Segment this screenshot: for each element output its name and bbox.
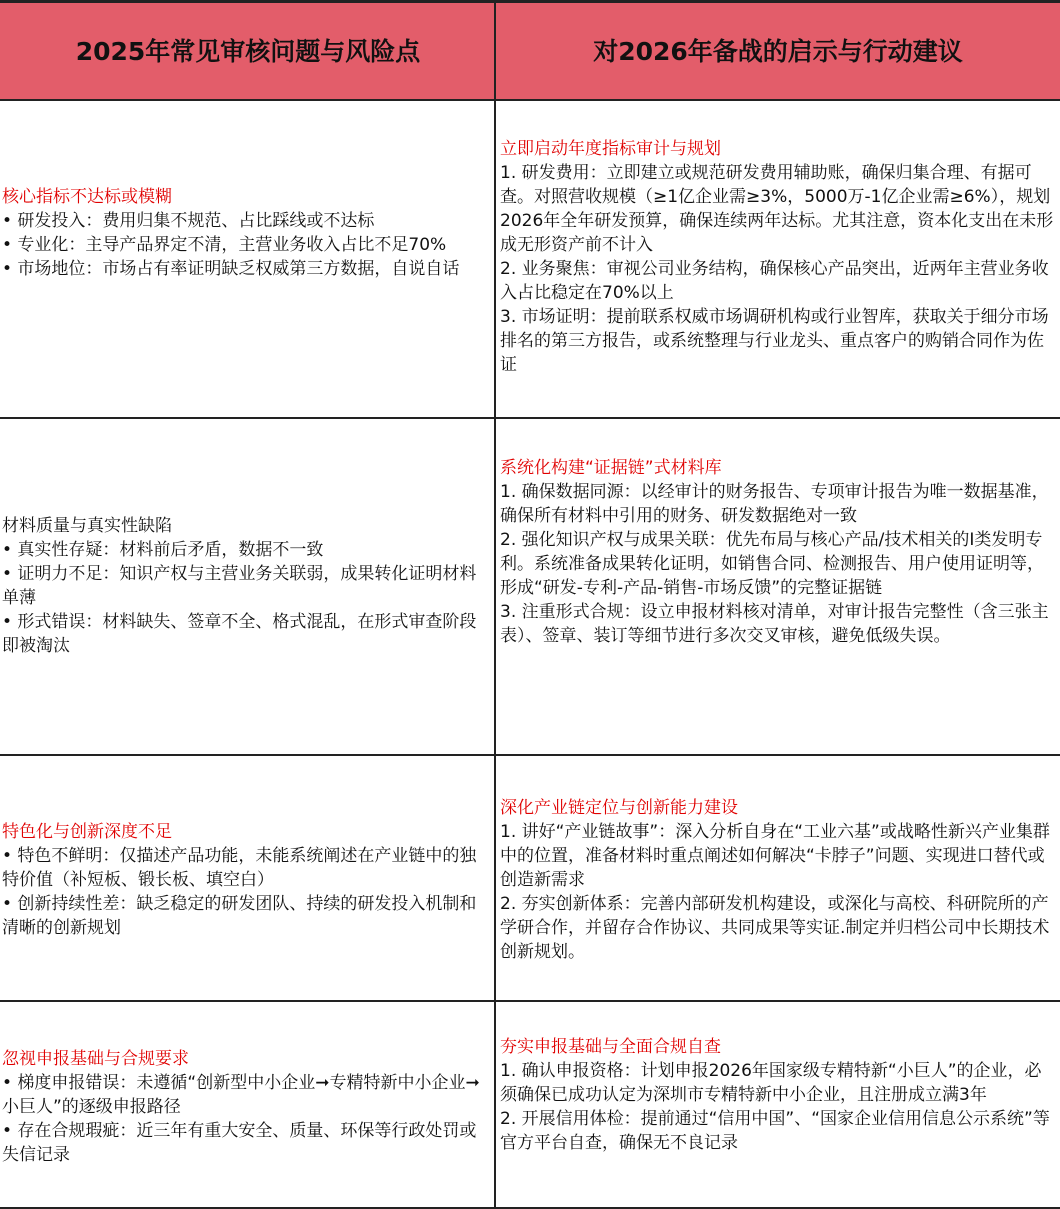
advice-title: 夯实申报基础与全面合规自查 bbox=[500, 1037, 721, 1057]
risk-title: 特色化与创新深度不足 bbox=[2, 822, 172, 842]
advice-title: 系统化构建“证据链”式材料库 bbox=[500, 458, 722, 478]
column-divider bbox=[494, 0, 496, 1209]
risk-item: • 市场地位：市场占有率证明缺乏权威第三方数据，自说自话 bbox=[2, 259, 460, 279]
risk-cell-core-metrics bbox=[0, 185, 488, 281]
advice-title: 立即启动年度指标审计与规划 bbox=[500, 139, 721, 159]
risk-item: • 梯度申报错误：未遵循“创新型中小企业➞专精特新中小企业➞小巨人”的逐级申报路径 bbox=[2, 1073, 480, 1117]
risk-cell-innovation-depth bbox=[0, 820, 488, 940]
risk-item: • 存在合规瑕疵：近三年有重大安全、质量、环保等行政处罚或失信记录 bbox=[2, 1121, 477, 1165]
risk-item: • 证明力不足：知识产权与主营业务关联弱，成果转化证明材料单薄 bbox=[2, 564, 477, 608]
row-divider bbox=[0, 1000, 1060, 1002]
row-divider bbox=[0, 754, 1060, 756]
advice-item: 1. 确保数据同源：以经审计的财务报告、专项审计报告为唯一数据基准，确保所有材料中引用的财务、研发数据绝对一致 bbox=[500, 482, 1049, 526]
risk-item: • 形式错误：材料缺失、签章不全、格式混乱，在形式审查阶段即被淘汰 bbox=[2, 612, 477, 656]
advice-title: 深化产业链定位与创新能力建设 bbox=[500, 798, 738, 818]
risk-item: • 专业化：主导产品界定不清，主营业务收入占比不足70% bbox=[2, 235, 447, 255]
advice-item: 2. 夯实创新体系：完善内部研发机构建设，或深化与高校、科研院所的产学研合作，并留存合作协议、共同成果等实证.制定并归档公司中长期技术创新规划。 bbox=[500, 894, 1050, 962]
advice-item: 3. 市场证明：提前联系权威市场调研机构或行业智库，获取关于细分市场排名的第三方报告，或系统整理与行业龙头、重点客户的购销合同作为佐证 bbox=[500, 307, 1049, 375]
risk-cell-compliance bbox=[0, 1047, 488, 1167]
risk-item: • 创新持续性差：缺乏稳定的研发团队、持续的研发投入机制和清晰的创新规划 bbox=[2, 894, 477, 938]
header-left: 2025年常见审核问题与风险点 bbox=[0, 0, 496, 100]
risk-title: 材料质量与真实性缺陷 bbox=[2, 516, 172, 536]
risk-item: • 特色不鲜明：仅描述产品功能，未能系统阐述在产业链中的独特价值（补短板、锻长板、填空白） bbox=[2, 846, 477, 890]
advice-cell-evidence-chain bbox=[498, 456, 1054, 648]
risk-cell-material-quality bbox=[0, 514, 488, 658]
row-divider bbox=[0, 417, 1060, 419]
advice-item: 2. 业务聚焦：审视公司业务结构，确保核心产品突出，近两年主营业务收入占比稳定在70%以上 bbox=[500, 259, 1049, 303]
advice-cell-compliance-check bbox=[498, 1035, 1054, 1155]
risk-item: • 研发投入：费用归集不规范、占比踩线或不达标 bbox=[2, 211, 375, 231]
risk-title: 忽视申报基础与合规要求 bbox=[2, 1049, 189, 1069]
advice-item: 1. 讲好“产业链故事”：深入分析自身在“工业六基”或战略性新兴产业集群中的位置，准备材料时重点阐述如何解决“卡脖子”问题、实现进口替代或创造新需求 bbox=[500, 822, 1050, 890]
row-divider bbox=[0, 99, 1060, 101]
risk-title: 核心指标不达标或模糊 bbox=[2, 187, 172, 207]
risk-item: • 真实性存疑：材料前后矛盾，数据不一致 bbox=[2, 540, 324, 560]
advice-item: 1. 研发费用：立即建立或规范研发费用辅助账，确保归集合理、有据可查。对照营收规模（≥1亿企业需≥3%，5000万-1亿企业需≥6%），规划2026年全年研发预算，确保连续两年达标。尤其注意，资本化支出在未形成无形资产前不计入 bbox=[500, 163, 1054, 255]
advice-item: 1. 确认申报资格：计划申报2026年国家级专精特新“小巨人”的企业，必须确保已成功认定为深圳市专精特新中小企业，且注册成立满3年 bbox=[500, 1061, 1042, 1105]
advice-item: 3. 注重形式合规：设立申报材料核对清单，对审计报告完整性（含三张主表）、签章、装订等细节进行多次交叉审核，避免低级失误。 bbox=[500, 602, 1049, 646]
advice-item: 2. 强化知识产权与成果关联：优先布局与核心产品/技术相关的I类发明专利。系统准备成果转化证明，如销售合同、检测报告、用户使用证明等，形成“研发-专利-产品-销售-市场反馈”的完整证据链 bbox=[500, 530, 1044, 598]
advice-cell-industry-chain bbox=[498, 796, 1054, 964]
table-border-top bbox=[0, 0, 1060, 3]
header-right: 对2026年备战的启示与行动建议 bbox=[496, 0, 1060, 100]
advice-cell-metrics-audit bbox=[498, 137, 1054, 377]
advice-item: 2. 开展信用体检：提前通过“信用中国”、“国家企业信用信息公示系统”等官方平台自查，确保无不良记录 bbox=[500, 1109, 1050, 1153]
